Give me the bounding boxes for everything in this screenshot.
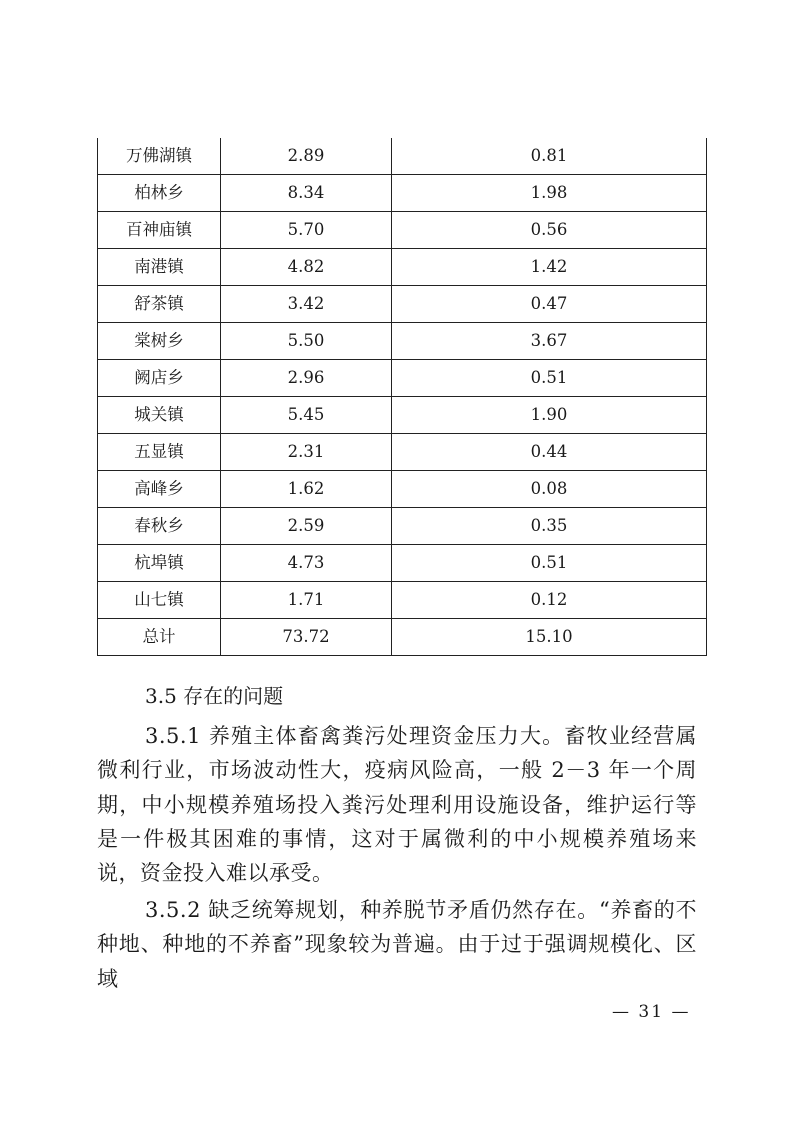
value-2-cell: 0.56	[392, 212, 707, 249]
value-2-cell: 0.08	[392, 471, 707, 508]
town-name-cell: 城关镇	[98, 397, 221, 434]
table-row	[98, 508, 707, 545]
table-row	[98, 175, 707, 212]
value-2-cell: 1.98	[392, 175, 707, 212]
town-name-cell: 总计	[98, 619, 221, 656]
town-name-cell: 百神庙镇	[98, 212, 221, 249]
value-1-cell: 5.50	[221, 323, 392, 360]
page-number: — 31 —	[612, 1002, 691, 1022]
table-row	[98, 434, 707, 471]
value-1-cell: 8.34	[221, 175, 392, 212]
town-name-cell: 五显镇	[98, 434, 221, 471]
section-heading: 3.5 存在的问题	[145, 684, 284, 708]
table-row	[98, 138, 707, 175]
town-name-cell: 高峰乡	[98, 471, 221, 508]
town-name-cell: 春秋乡	[98, 508, 221, 545]
town-name-cell: 山七镇	[98, 582, 221, 619]
value-2-cell: 0.51	[392, 360, 707, 397]
value-1-cell: 5.45	[221, 397, 392, 434]
table-row	[98, 249, 707, 286]
table-row	[98, 619, 707, 656]
value-2-cell: 0.44	[392, 434, 707, 471]
table-row	[98, 360, 707, 397]
town-name-cell: 柏林乡	[98, 175, 221, 212]
value-1-cell: 1.71	[221, 582, 392, 619]
table-row	[98, 582, 707, 619]
value-2-cell: 0.47	[392, 286, 707, 323]
value-2-cell: 0.81	[392, 138, 707, 175]
table-row	[98, 323, 707, 360]
paragraph-3-5-1: 3.5.1 养殖主体畜禽粪污处理资金压力大。畜牧业经营属微利行业，市场波动性大，疫病风险高，一般 2－3 年一个周期，中小规模养殖场投入粪污处理利用设施设备，维护运行等是一件极其困难的事情，这对于属微利的中小规模养殖场来说，资金投入难以承受。	[97, 724, 697, 886]
value-2-cell: 0.12	[392, 582, 707, 619]
value-2-cell: 0.35	[392, 508, 707, 545]
town-name-cell: 舒茶镇	[98, 286, 221, 323]
table-row	[98, 471, 707, 508]
town-name-cell: 棠树乡	[98, 323, 221, 360]
paragraph-3-5-2: 3.5.2 缺乏统筹规划，种养脱节矛盾仍然存在。“养畜的不种地、种地的不养畜”现象较为普遍。由于过于强调规模化、区域	[97, 898, 697, 991]
value-1-cell: 1.62	[221, 471, 392, 508]
value-1-cell: 2.31	[221, 434, 392, 471]
value-1-cell: 2.59	[221, 508, 392, 545]
table-row	[98, 397, 707, 434]
value-1-cell: 2.89	[221, 138, 392, 175]
value-2-cell: 1.42	[392, 249, 707, 286]
value-1-cell: 73.72	[221, 619, 392, 656]
table-row	[98, 212, 707, 249]
value-1-cell: 2.96	[221, 360, 392, 397]
value-2-cell: 15.10	[392, 619, 707, 656]
town-name-cell: 阙店乡	[98, 360, 221, 397]
town-name-cell: 南港镇	[98, 249, 221, 286]
town-name-cell: 万佛湖镇	[98, 138, 221, 175]
value-2-cell: 3.67	[392, 323, 707, 360]
value-1-cell: 3.42	[221, 286, 392, 323]
table-row	[98, 545, 707, 582]
value-1-cell: 5.70	[221, 212, 392, 249]
town-name-cell: 杭埠镇	[98, 545, 221, 582]
value-1-cell: 4.82	[221, 249, 392, 286]
value-2-cell: 0.51	[392, 545, 707, 582]
table-row	[98, 286, 707, 323]
value-2-cell: 1.90	[392, 397, 707, 434]
data-table	[97, 138, 707, 656]
value-1-cell: 4.73	[221, 545, 392, 582]
